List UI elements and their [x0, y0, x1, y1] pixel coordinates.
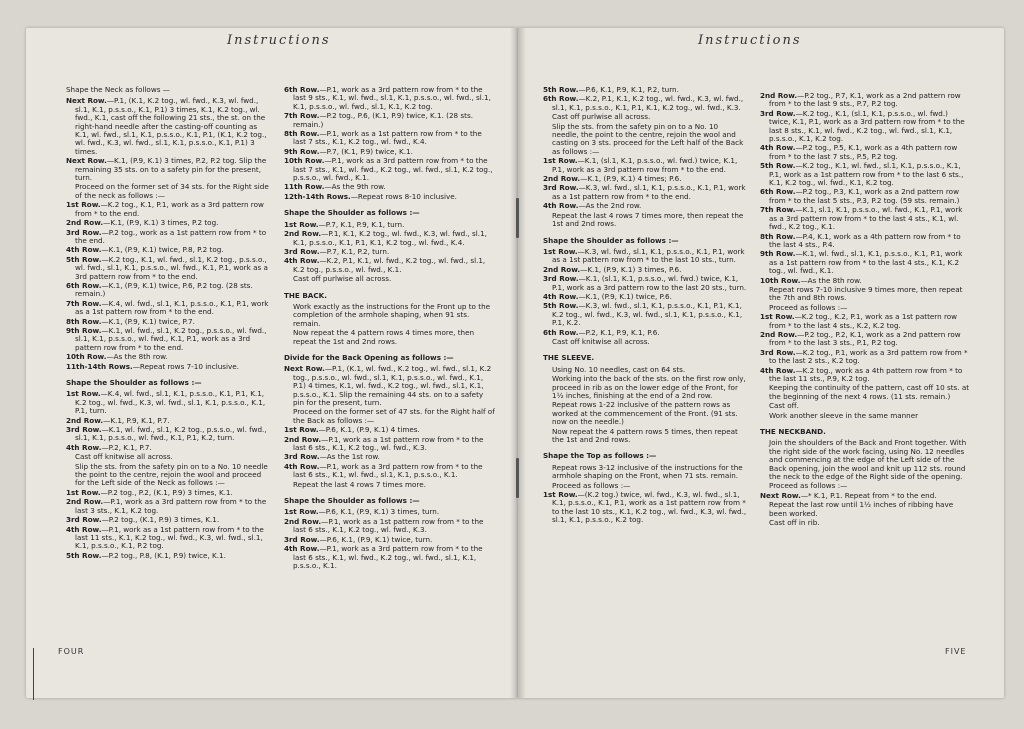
instruction-note: Cast off knitwise all across. [552, 336, 650, 346]
row-label: 4th Row. [760, 143, 796, 153]
row-text: —K.1, (P.9, K.1) twice, P.7. [101, 316, 195, 326]
page-edge-mark [33, 648, 34, 700]
instruction-row [66, 157, 273, 182]
row-text: —P.7, K.1, P.9, K.1, turn. [318, 219, 405, 229]
instruction-note: Work another sleeve in the same manner [769, 410, 919, 420]
row-text: —K.3, wl. fwd., sl.1, K.1, p.s.s.o., K.1, P.1, work as a 1st pattern row from * to the end. [552, 183, 746, 201]
row-text: —P.1, work as a 3rd pattern row from * to the last 9 sts., K.1, wl. fwd., sl.1, K.1, p.s.s.o., wl. fwd., sl.1, K.1, p.s.s.o., wl. fwd., sl.1, K.1, K.2 tog. [293, 85, 491, 111]
instruction-row [284, 257, 496, 274]
instruction-row [284, 86, 496, 111]
row-label: 4th Row. [543, 291, 579, 301]
instruction-row [66, 201, 273, 218]
subsection-heading: Shape the Neck as follows — [66, 85, 170, 94]
instruction-row [760, 110, 970, 144]
instruction-row [66, 282, 273, 299]
instruction-row [66, 219, 273, 227]
row-text: —K.1, (P.9, K.1) twice, P.6. [578, 291, 672, 301]
instruction-row [543, 275, 747, 292]
instruction-note: Proceed as follows :— [769, 302, 848, 312]
instruction-row [66, 526, 273, 551]
instruction-row [66, 353, 273, 361]
row-text: —K.1, (sl.1, K.1, p.s.s.o., wl. fwd.) twice, K.1, P.1, work as a 3rd pattern row to the last 20 sts., turn. [552, 274, 747, 292]
instruction-row [543, 266, 747, 274]
row-label: 2nd Row. [284, 516, 322, 526]
row-text: —P.2 tog., P.8, (K.1, P.9) twice, K.1. [101, 550, 226, 560]
row-text: —K.1, (sl.1, K.1, p.s.s.o., wl. fwd.) twice, K.1, P.1, work as a 3rd pattern row from * to the end. [552, 156, 738, 174]
instruction-note: Repeat rows 7-10 inclusive 9 times more, then repeat the 7th and 8th rows. [769, 284, 963, 303]
instruction-note: Slip the sts. from the safety pin on to a No. 10 needle the point to the centre, rejoin the wool and proceed for the Left side of the Neck as follows :— [75, 461, 268, 488]
instruction-note: Cast off knitwise all across. [75, 452, 173, 462]
row-label: Next Row. [760, 490, 801, 500]
row-text: —P.1, (K.1, wl. fwd., K.2 tog., wl. fwd., sl.1, K.2 tog., p.s.s.o., wl. fwd., sl.1, K.1, p.s.s.o., wl. fwd., K.1, P.1) 4 times, K.1, wl. fwd., K.2 tog., wl. fwd., sl.1, K.1, p.s.s.o., K.1. Slip the remaining 44 sts. on to a safety pin for the present, turn. [293, 364, 492, 407]
row-text: —P.2, K.1, P.7. [101, 442, 152, 452]
row-label: 6th Row. [66, 280, 102, 290]
row-text: —P.2 tog., P.7, K.1, work as a 2nd pattern row from * to the last 9 sts., P.7, P.2 tog. [769, 91, 961, 109]
row-text: —P.1, (K.1, K.2 tog., wl. fwd., K.3, wl. fwd., sl.1, K.1, p.s.s.o., K.1, P.1) 3 times, K.1, K.2 tog., wl. fwd., K.1, cast off the following 21 sts., the st. on the right-hand needle after the casting-off counting as K.1, wl. fwd., sl.1, K.1, p.s.s.o., K.1, P.1, (K.1, K.2 tog., wl. fwd., K.3, wl. fwd., sl.1, K.1, p.s.s.o., K.1, P.1) 3 times. [75, 96, 267, 156]
row-label: 5th Row. [760, 161, 796, 171]
row-label: 1st Row. [66, 487, 101, 497]
instruction-row [760, 331, 970, 348]
right-column-2 [760, 92, 970, 529]
row-text: —K.2 tog., K.1, wl. fwd., sl.1, K.1, p.s.s.o., K.1, P.1, work as a 1st pattern row from * to the last 6 sts., K.1, K.2 tog., wl. fwd., K.1, K.2 tog. [769, 161, 964, 188]
row-label: 5th Row. [66, 254, 102, 264]
instruction-row [66, 318, 273, 326]
instruction-row [760, 250, 970, 275]
row-text: —K.2 tog., K.1, wl. fwd., sl.1, K.2 tog., p.s.s.o., wl. fwd., sl.1, K.1, p.s.s.o., wl. fwd., K.1, P.1, work as a 3rd pattern row from * to the end. [75, 254, 268, 281]
row-label: 3rd Row. [543, 183, 579, 193]
row-text: —K.3, wl. fwd., sl.1, K.1, p.s.s.o., K.1, P.1, K.1, K.2 tog., wl. fwd., K.3, wl. fwd., sl.1, K.1, p.s.s.o., K.1, P.1, K.2. [552, 301, 743, 328]
instruction-note: Repeat rows 1-22 inclusive of the pattern rows as worked at the commencement of the Front. (91 sts. now on the needle.) [552, 400, 738, 427]
section-heading: Shape the Shoulder as follows :— [66, 378, 202, 387]
row-text: —P.1, work as a 3rd pattern row from * to the last 6 sts., K.1, wl. fwd., sl.1, K.1, p.s.s.o., K.1. [293, 461, 483, 480]
row-text: —K.1, P.9, K.1, P.7. [103, 415, 170, 425]
section-heading: Shape the Shoulder as follows :— [543, 235, 679, 245]
instruction-note: Now repeat the 4 pattern rows 4 times more, then repeat the 1st and 2nd rows. [293, 328, 475, 346]
row-label: 5th Row. [543, 85, 579, 94]
instruction-row [760, 144, 970, 161]
row-text: —P.1, work as a 1st pattern row from * to the last 6 sts., K.1, K.2 tog., wl. fwd., K.3. [293, 434, 484, 453]
row-text: —P.7, (K.1, P.9) twice, K.1. [319, 146, 413, 156]
row-label: 10th Row. [760, 275, 801, 285]
row-text: —K.2 tog., K.2, P.1, work as a 1st pattern row from * to the last 4 sts., K.2, K.2 tog. [769, 312, 958, 330]
row-text: —K.1, (P.9, K.1) twice, P.6, P.2 tog. (28 sts. remain.) [75, 280, 253, 299]
row-text: —K.2 tog., work as a 4th pattern row from * to the last 11 sts., P.9, K.2 tog. [769, 365, 963, 383]
row-text: —K.2 tog., K.1, P.1, work as a 3rd pattern row from * to the end. [75, 200, 264, 218]
row-text: —K.1, (P.9, K.1) 3 times, P.2, P.2 tog. Slip the remaining 35 sts. on to a safety pin for the present, turn. [75, 156, 267, 183]
row-text: —K.4, wl. fwd., sl.1, K.1, p.s.s.o., K.1, P.1, work as a 1st pattern row from * to the end. [75, 298, 269, 317]
row-label: 3rd Row. [284, 246, 320, 256]
row-text: —(K.2 tog.) twice, wl. fwd., K.3, wl. fwd., sl.1, K.1, p.s.s.o., K.1, P.1, work as a 1st pattern row from * to the last 10 sts., K.1, K.2 tog., wl. fwd., K.3, wl. fwd., sl.1, K.1, p.s.s.o., K.2 tog. [552, 490, 747, 525]
row-label: 2nd Row. [760, 91, 798, 100]
instruction-row [284, 221, 496, 229]
row-label: 11th-14th Rows. [66, 361, 133, 371]
row-label: 1st Row. [284, 507, 319, 517]
row-label: 6th Row. [284, 85, 320, 94]
row-text: —P.2 tog., P.5, K.1, work as a 4th pattern row from * to the last 7 sts., P.5, P.2 tog. [769, 143, 958, 161]
row-text: —P.2 tog., P.2, K.1, work as a 2nd pattern row from * to the last 3 sts., P.1, P.2 tog. [769, 329, 961, 348]
row-label: 2nd Row. [760, 329, 798, 339]
row-text: —As the 2nd row. [578, 201, 642, 211]
instruction-row [543, 157, 747, 174]
row-label: 4th Row. [284, 544, 320, 554]
row-label: 2nd Row. [66, 218, 104, 228]
row-label: 2nd Row. [543, 264, 581, 274]
row-label: 1st Row. [284, 425, 319, 435]
row-label: 1st Row. [543, 490, 578, 500]
instruction-note: Proceed as follows :— [552, 480, 631, 490]
instruction-row [284, 436, 496, 453]
instruction-row [66, 552, 273, 560]
instruction-row [760, 92, 970, 109]
instruction-row [66, 516, 273, 524]
instruction-row [760, 277, 970, 285]
row-label: 12th-14th Rows. [284, 191, 351, 201]
row-label: 9th Row. [760, 249, 796, 259]
row-text: —Repeat rows 7-10 inclusive. [132, 361, 239, 371]
instruction-row [66, 229, 273, 246]
row-text: —P.2 tog., P.3, K.1, work as a 2nd pattern row from * to the last 5 sts., P.3, P.2 tog. (59 sts. remain.) [769, 187, 960, 205]
instruction-row [66, 327, 273, 352]
instruction-row [66, 426, 273, 443]
row-label: 6th Row. [543, 94, 579, 104]
instruction-note: Work exactly as the instructions for the Front up to the completion of the armhole shaping, when 91 sts. remain. [293, 301, 491, 328]
section-heading: THE SLEEVE. [543, 353, 595, 363]
row-text: —K.1, wl. fwd., sl.1, K.1, p.s.s.o., K.1, P.1, work as a 1st pattern row from * to the last 4 sts., K.1, K.2 tog., wl. fwd., K.1. [769, 249, 963, 276]
section-heading: Shape the Shoulder as follows :— [284, 496, 420, 506]
row-label: 2nd Row. [66, 415, 104, 425]
row-label: 4th Row. [66, 245, 102, 255]
row-label: 10th Row. [284, 156, 325, 166]
row-label: Next Row. [284, 364, 325, 374]
instruction-row [284, 545, 496, 570]
row-label: 4th Row. [543, 201, 579, 211]
row-label: 2nd Row. [284, 229, 322, 239]
row-label: 4th Row. [66, 442, 102, 452]
instruction-note: Keeping the continuity of the pattern, cast off 10 sts. at the beginning of the next 4 rows. (11 sts. remain.) [769, 383, 970, 401]
instruction-row [760, 349, 970, 366]
row-text: —K.2 tog., K.1, (sl.1, K.1, p.s.s.o., wl. fwd.) twice, K.1, P.1, work as a 3rd pattern row from * to the last 8 sts., K.1, wl. fwd., K.2 tog., wl. fwd., sl.1, K.1, p.s.s.o., K.1, K.2 tog. [769, 108, 965, 144]
row-label: 5th Row. [66, 550, 102, 560]
instruction-row [543, 248, 747, 265]
row-label: 7th Row. [284, 111, 320, 121]
instruction-row [66, 390, 273, 415]
left-column-1 [66, 86, 273, 561]
row-text: —P.2 tog., P.6, (K.1, P.9) twice, K.1. (28 sts. remain.) [293, 111, 473, 129]
instruction-row [284, 426, 496, 434]
row-text: —P.6, K.1, P.9, K.1, P.2, turn. [578, 85, 679, 94]
right-page-number: FIVE [945, 647, 967, 656]
row-label: 4th Row. [284, 461, 320, 471]
row-label: 3rd Row. [66, 227, 102, 237]
instruction-row [760, 367, 970, 384]
instruction-row [543, 184, 747, 201]
instruction-row [284, 536, 496, 544]
row-text: —K.2 tog., P.1, work as a 3rd pattern row from * to the last 2 sts., K.2 tog. [769, 347, 968, 366]
row-label: 8th Row. [66, 316, 102, 326]
instruction-row [284, 130, 496, 147]
instruction-note: Repeat the last 4 rows 7 times more. [293, 479, 426, 489]
row-text: —P.6, K.1, (P.9, K.1) twice, turn. [319, 534, 433, 544]
row-label: 3rd Row. [284, 534, 320, 544]
instruction-note: Proceed on the former set of 47 sts. for the Right half of the Back as follows :— [293, 407, 495, 425]
instruction-note: Now repeat the 4 pattern rows 5 times, then repeat the 1st and 2nd rows. [552, 426, 738, 445]
row-label: Next Row. [66, 96, 107, 106]
row-label: 1st Row. [543, 156, 578, 166]
section-heading: Shape the Shoulder as follows :— [284, 208, 420, 218]
row-text: —Repeat rows 8-10 inclusive. [350, 191, 457, 201]
row-text: —K.1, (P.9, K.1) 3 times, P.6. [580, 264, 682, 274]
instruction-row [543, 86, 747, 94]
instruction-row [543, 175, 747, 183]
instruction-row [66, 256, 273, 281]
row-text: —* K.1, P.1. Repeat from * to the end. [800, 490, 937, 500]
instruction-row [284, 183, 496, 191]
left-page-header: Instructions [227, 33, 331, 48]
row-label: 1st Row. [284, 219, 319, 229]
instruction-row [760, 233, 970, 250]
row-text: —P.1, work as a 1st pattern row from * to the last 6 sts., K.1, K.2 tog., wl. fwd., K.3. [293, 516, 484, 535]
row-label: 4th Row. [284, 256, 320, 266]
row-label: 3rd Row. [66, 425, 102, 435]
row-label: 5th Row. [543, 301, 579, 311]
instruction-note: Using No. 10 needles, cast on 64 sts. [552, 364, 686, 374]
row-label: 1st Row. [66, 389, 101, 399]
row-text: —K.1, sl.1, K.1, p.s.s.o., wl. fwd., K.1, P.1, work as a 3rd pattern row from * to the last 4 sts., K.1, wl. fwd., K.2 tog., K.1. [769, 205, 963, 232]
instruction-row [543, 95, 747, 112]
row-text: —K.1, wl. fwd., sl.1, K.2 tog., p.s.s.o., wl. fwd., sl.1, K.1, p.s.s.o., wl. fwd., K.1, P.1, K.2, turn. [75, 425, 267, 443]
row-label: 1st Row. [66, 200, 101, 210]
instruction-row [284, 157, 496, 182]
row-text: —P.2, K.1, P.9, K.1, P.6. [578, 327, 660, 337]
instruction-note: Repeat rows 3-12 inclusive of the instructions for the armhole shaping on the Front, when 71 sts. remain. [552, 462, 743, 481]
row-label: 1st Row. [760, 312, 795, 322]
row-text: —P.1, work as a 3rd pattern row from * to the last 3 sts., K.1, K.2 tog. [75, 497, 267, 515]
row-text: —K.1, (P.9, K.1) twice, P.8, P.2 tog. [101, 245, 224, 255]
left-page-number: FOUR [58, 647, 85, 656]
instruction-note: Proceed as follows :— [769, 481, 848, 491]
right-column-1 [543, 86, 747, 526]
row-label: 3rd Row. [760, 108, 796, 118]
instruction-row [66, 246, 273, 254]
staple-top [516, 198, 519, 238]
row-label: 1st Row. [543, 246, 578, 256]
instruction-note: Cast off purlwise all across. [293, 274, 392, 284]
instruction-row [284, 365, 496, 407]
instruction-row [284, 453, 496, 461]
row-label: 7th Row. [760, 205, 796, 215]
row-label: 3rd Row. [543, 274, 579, 284]
instruction-note: Repeat the last row until 1½ inches of ribbing have been worked. [769, 500, 954, 518]
row-label: 7th Row. [66, 298, 102, 308]
row-label: 4th Row. [66, 524, 102, 534]
row-text: —P.1, work as a 1st pattern row from * to the last 7 sts., K.1, K.2 tog., wl. fwd., K.4. [293, 129, 482, 147]
row-label: 8th Row. [760, 231, 796, 241]
instruction-row [284, 112, 496, 129]
instruction-row [284, 508, 496, 516]
instruction-row [284, 148, 496, 156]
instruction-row [543, 293, 747, 301]
row-text: —K.1, wl. fwd., sl.1, K.2 tog., p.s.s.o., wl. fwd., sl.1, K.1, p.s.s.o., wl. fwd., K.1, P.1, work as a 3rd pattern row from * to the end. [75, 325, 267, 352]
right-page-header: Instructions [698, 33, 802, 48]
row-label: 6th Row. [543, 327, 579, 337]
instruction-row [543, 329, 747, 337]
instruction-row [760, 492, 970, 500]
staple-bottom [516, 458, 519, 498]
row-text: —As the 8th row. [106, 352, 168, 362]
row-label: 2nd Row. [284, 434, 322, 444]
row-text: —P.6, K.1, (P.9, K.1) 4 times. [318, 425, 420, 435]
row-text: —As the 8th row. [800, 275, 862, 285]
row-label: 11th Row. [284, 182, 325, 192]
instruction-row [543, 302, 747, 327]
instruction-row [66, 97, 273, 156]
instruction-row [66, 444, 273, 452]
instruction-row [66, 489, 273, 497]
row-text: —As the 9th row. [324, 182, 386, 192]
instruction-note: Proceed on the former set of 34 sts. for the Right side of the neck as follows :— [75, 182, 269, 200]
instruction-row [284, 248, 496, 256]
row-label: 3rd Row. [760, 347, 796, 357]
instruction-row [284, 230, 496, 247]
row-text: —P.1, K.1, K.2 tog., wl. fwd., K.3, wl. fwd., sl.1, K.1, p.s.s.o., K.1, P.1, K.1, K.2 tog., wl. fwd., K.4. [293, 229, 487, 247]
instruction-row [760, 206, 970, 231]
instruction-row [66, 498, 273, 515]
section-heading: THE BACK. [284, 290, 327, 300]
left-column-2 [284, 86, 496, 571]
row-text: —P.1, work as a 1st pattern row from * to the last 11 sts., K.1, K.2 tog., wl. fwd., K.3, wl. fwd., sl.1, K.1, p.s.s.o., K.1, P.2 tog. [75, 524, 264, 551]
instruction-note: Cast off. [769, 401, 799, 411]
instruction-row [543, 491, 747, 525]
row-text: —K.3, wl. fwd., sl.1, K.1, p.s.s.o., K.1, P.1, work as a 1st pattern row from * to the last 10 sts., turn. [552, 246, 745, 265]
row-text: —P.1, work as a 3rd pattern row from * to the last 7 sts., K.1, wl. fwd., K.2 tog., wl. fwd., sl.1, K.2 tog., p.s.s.o., wl. fwd., K.1. [293, 156, 493, 183]
row-label: 3rd Row. [284, 452, 320, 462]
section-heading: Shape the Top as follows :— [543, 451, 657, 461]
row-label: 3rd Row. [66, 515, 102, 525]
instruction-row [760, 162, 970, 187]
instruction-row [543, 202, 747, 210]
row-label: 2nd Row. [66, 497, 104, 507]
row-text: —As the 1st row. [319, 452, 380, 462]
instruction-row [284, 518, 496, 535]
row-label: 10th Row. [66, 352, 107, 362]
instruction-row [760, 313, 970, 330]
page-gutter [510, 28, 526, 698]
row-label: 6th Row. [760, 187, 796, 197]
row-label: 9th Row. [66, 325, 102, 335]
row-label: 2nd Row. [543, 174, 581, 184]
instruction-row [760, 188, 970, 205]
row-text: —K.2, P.1, K.1, K.2 tog., wl. fwd., K.3, wl. fwd., sl.1, K.1, p.s.s.o., K.1, P.1, K.1, K.2 tog., wl. fwd., K.3. [552, 94, 744, 112]
instruction-note: Slip the sts. from the safety pin on to a No. 10 needle, the point to the centre, rejoin the wool and casting on 3 sts. proceed for the Left half of the Back as follows :— [552, 121, 744, 156]
instruction-row [284, 193, 496, 201]
section-heading: Divide for the Back Opening as follows :— [284, 352, 454, 362]
row-text: —P.2 tog., (K.1, P.9) 3 times, K.1. [101, 515, 220, 525]
row-text: —P.2 tog., work as a 1st pattern row from * to the end. [75, 227, 267, 245]
section-heading: THE NECKBAND. [760, 427, 826, 437]
row-label: Next Row. [66, 156, 107, 166]
row-text: —P.4, K.1, work as a 4th pattern row from * to the last 4 sts., P.4. [769, 231, 961, 249]
row-label: 9th Row. [284, 146, 320, 156]
row-text: —K.4, wl. fwd., sl.1, K.1, p.s.s.o., K.1, P.1, K.1, K.2 tog., wl. fwd., K.3, wl. fwd., sl.1, K.1, p.s.s.o., K.1, P.1, turn. [75, 389, 266, 416]
instruction-row [66, 417, 273, 425]
instruction-note: Cast off purlwise all across. [552, 112, 651, 122]
row-label: 8th Row. [284, 129, 320, 139]
row-text: —P.1, work as a 3rd pattern row from * to the last 6 sts., K.1, wl. fwd., K.2 tog., wl. fwd., sl.1, K.1, p.s.s.o., K.1. [293, 544, 483, 570]
row-text: —P.6, K.1, (P.9, K.1) 3 times, turn. [318, 507, 440, 517]
instruction-row [66, 363, 273, 371]
row-text: —P.2 tog., P.2, (K.1, P.9) 3 times, K.1. [100, 487, 233, 497]
row-text: —K.1, (P.9, K.1) 3 times, P.2 tog. [103, 218, 219, 228]
row-text: —P.7, K.1, P.2, turn. [319, 246, 390, 256]
instruction-note: Cast off in rib. [769, 518, 820, 528]
row-text: —K.1, (P.9, K.1) 4 times; P.6. [580, 174, 682, 184]
instruction-note: Repeat the last 4 rows 7 times more, then repeat the 1st and 2nd rows. [552, 210, 744, 229]
instruction-note: Working into the back of the sts. on the first row only, proceed in rib as on the lower edge of the Front, for 1½ inches, finishing at the end of a 2nd row. [552, 374, 746, 400]
instruction-note: Join the shoulders of the Back and Front together. With the right side of the work facing, using No. 12 needles and commencing at the edge of the Left side of the Back opening, join the wool and knit up 112 sts. round the neck to the edge of the Right side of the opening. [769, 438, 967, 482]
row-text: —K.2, P.1, K.1, wl. fwd., K.2 tog., wl. fwd., sl.1, K.2 tog., p.s.s.o., wl. fwd., K.1. [293, 256, 486, 274]
instruction-row [284, 463, 496, 480]
instruction-row [66, 300, 273, 317]
row-label: 4th Row. [760, 365, 796, 375]
